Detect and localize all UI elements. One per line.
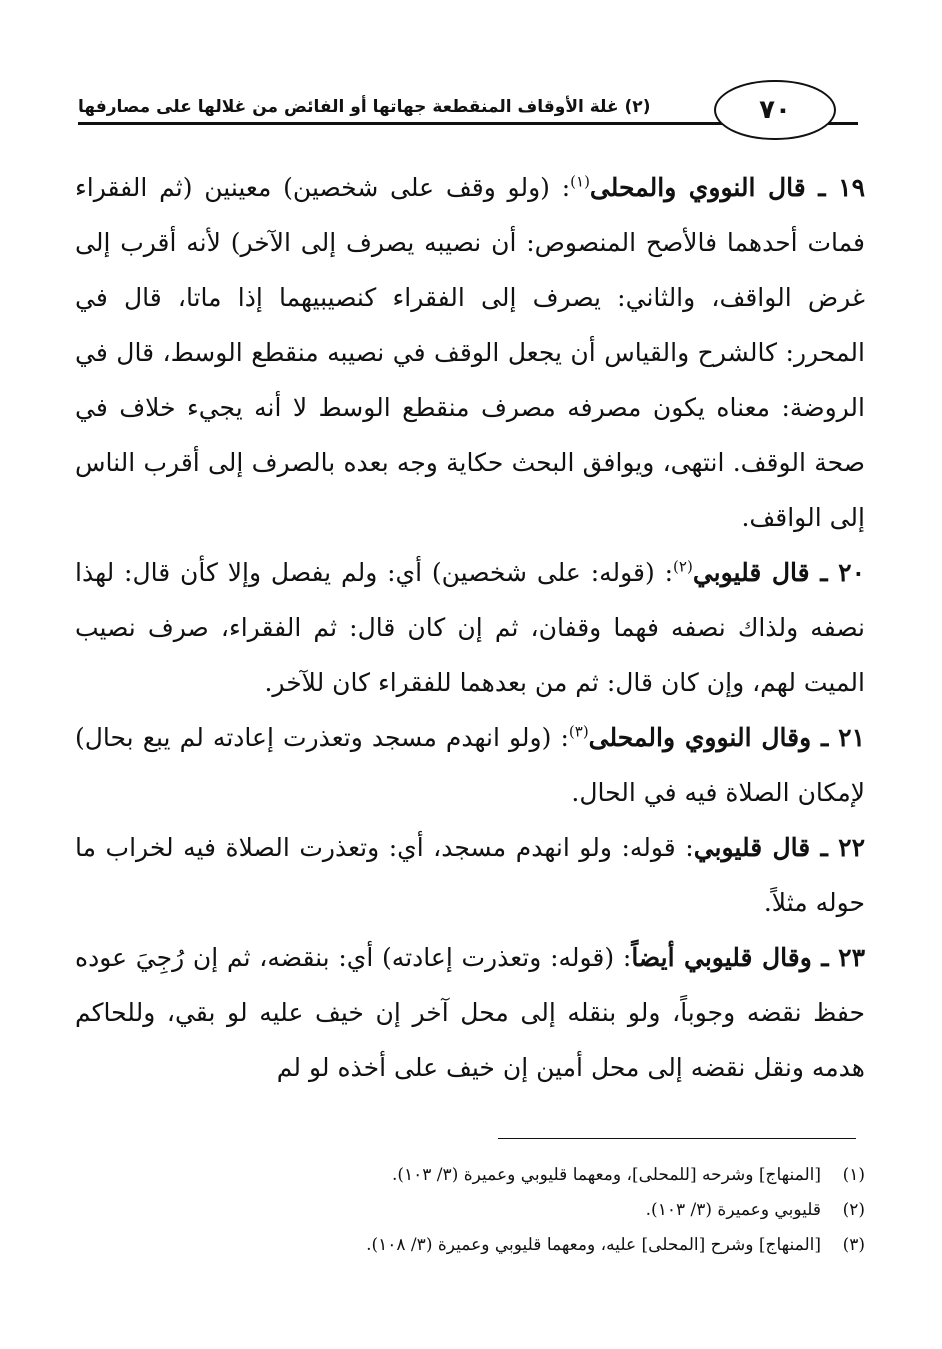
paragraph-20 [75, 545, 865, 710]
footnotes [120, 1158, 865, 1263]
footnote-text: [المنهاج] وشرح [المحلى] عليه، ومعهما قليوبي وعميرة (٣/ ١٠٨). [366, 1235, 821, 1255]
paragraph-lead: ١٩ ـ قال النووي والمحلى [589, 173, 866, 202]
paragraph-text: : (ولو وقف على شخصين) معينين (ثم الفقراء فمات أحدهما فالأصح المنصوص: أن نصيبه يصرف إلى الآخر) لأنه أقرب إلى غرض الواقف، والثاني: يصرف إلى الفقراء كنصيبيهما إذا ماتا، قال في المحرر: كالشرح والقياس أن يجعل الوقف في نصيبه منقطع الوسط، قال في الروضة: معناه يكون مصرفه مصرف منقطع الوسط لا أنه يجيء خلاف في صحة الوقف. انتهى، ويوافق البحث حكاية وجه بعده بالصرف إلى أقرب الناس إلى الواقف. [75, 173, 865, 532]
footnote-number: (٢) [842, 1200, 865, 1220]
footnote-ref: (٢) [673, 557, 693, 576]
footnote-number: (١) [842, 1165, 865, 1185]
footnote-ref: (٣) [568, 722, 589, 741]
footnote-number: (٣) [842, 1235, 865, 1255]
page-number-oval [714, 80, 836, 140]
page-number: ٧٠ [759, 95, 791, 125]
paragraph-23 [75, 930, 865, 1095]
footnote-ref: (١) [570, 172, 590, 191]
paragraph-lead: ٢٠ ـ قال قليوبي [692, 558, 866, 587]
main-text [75, 160, 865, 1095]
footnote-separator [498, 1138, 856, 1139]
paragraph-text: : (قوله: وتعذرت إعادته) أي: بنقضه، ثم إن رُجِيَ عوده حفظ نقضه وجوباً، ولو بنقله إلى محل آخر إن خيف عليه لو بقي، وللحاكم هدمه ونقل نقضه إلى محل أمين إن خيف على أخذه لو لم [75, 943, 865, 1082]
footnote-2 [120, 1193, 865, 1228]
footnote-3 [120, 1228, 865, 1263]
running-title [78, 94, 678, 122]
paragraph-text: : (قوله: على شخصين) أي: ولم يفصل وإلا كأن قال: لهذا نصفه ولذاك نصفه فهما وقفان، ثم إن كان قال: ثم الفقراء، صرف نصيب الميت لهم، وإن كان قال: ثم من بعدهما للفقراء كان للآخر. [75, 558, 865, 697]
paragraph-lead: ٢١ ـ وقال النووي والمحلى [588, 723, 866, 752]
page-header [78, 72, 858, 142]
paragraph-19 [75, 160, 865, 545]
running-title-text: (٢) غلة الأوقاف المنقطعة جهاتها أو الفائض من غلالها على مصارفها [78, 97, 651, 117]
paragraph-lead: ٢٣ ـ وقال قليوبي أيضاً [631, 943, 865, 972]
footnote-text: [المنهاج] وشرحه [للمحلى]، ومعهما قليوبي وعميرة (٣/ ١٠٣). [391, 1165, 821, 1185]
paragraph-text: : قوله: ولو انهدم مسجد، أي: وتعذرت الصلاة فيه لخراب ما حوله مثلاً. [75, 833, 865, 917]
paragraph-lead: ٢٢ ـ قال قليوبي [693, 833, 865, 862]
paragraph-text: : (ولو انهدم مسجد وتعذرت إعادته لم يبع بحال) لإمكان الصلاة فيه في الحال. [75, 723, 865, 807]
paragraph-22 [75, 820, 865, 930]
footnote-1 [120, 1158, 865, 1193]
paragraph-21 [75, 710, 865, 820]
footnote-text: قليوبي وعميرة (٣/ ١٠٣). [645, 1200, 821, 1220]
